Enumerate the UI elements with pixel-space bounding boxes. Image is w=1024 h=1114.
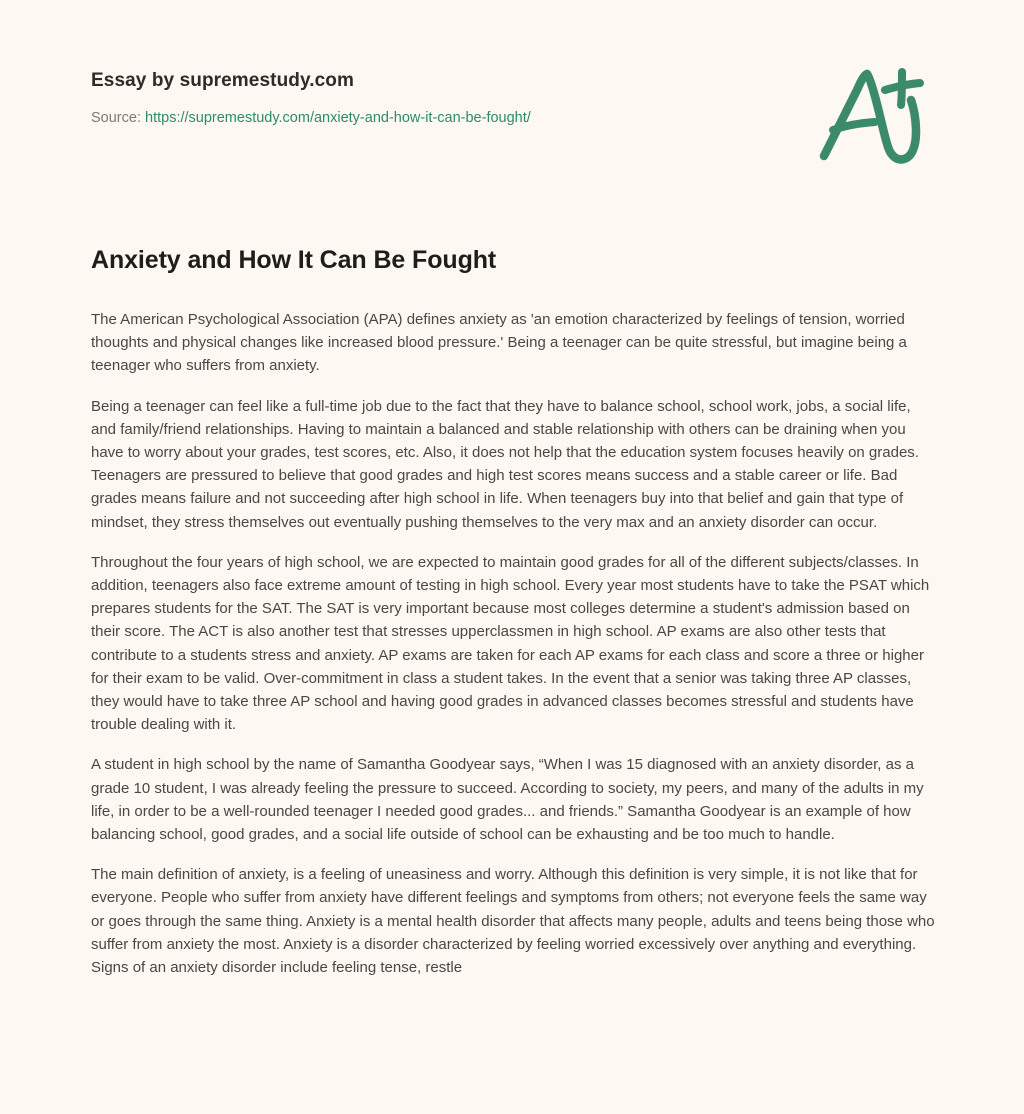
article-body [91, 308, 937, 979]
a-plus-logo [812, 58, 930, 170]
source-line [91, 108, 531, 128]
paragraph: The American Psychological Association (APA) defines anxiety as 'an emotion characterized by feelings of tension, worried thoughts and physical changes like increased blood pressure.' Being a teenager can be quite stressful, but imagine being a teenager who suffers from anxiety. [91, 311, 907, 375]
header-text-block [91, 68, 531, 128]
article [91, 243, 937, 979]
paragraph: A student in high school by the name of Samantha Goodyear says, “When I was 15 diagnosed with an anxiety disorder, as a grade 10 student, I was already feeling the pressure to succeed. According to society, my peers, and many of the adults in my life, in order to be a well-rounded teenager I needed good grades... and friends.” Samantha Goodyear is an example of how balancing school, good grades, and a social life outside of school can be exhausting and be too much to handle. [91, 756, 924, 844]
paragraph: Being a teenager can feel like a full-time job due to the fact that they have to balance school, school work, jobs, a social life, and family/friend relationships. Having to maintain a balanced and stable relationship with others can be draining when you have to worry about your grades, test scores, etc. Also, it does not help that the education system focuses heavily on grades. Teenagers are pressured to believe that good grades and high test scores means success and a stable career or life. Bad grades means failure and not succeeding after high school in life. When teenagers buy into that belief and gain that type of mindset, they stress themselves out eventually pushing themselves to the very max and an anxiety disorder can occur. [91, 397, 919, 531]
a-plus-logo-icon [812, 58, 930, 170]
paragraph: The main definition of anxiety, is a feeling of uneasiness and worry. Although this definition is very simple, it is not like that for everyone. People who suffer from anxiety have different feelings and symptoms from others; not everyone feels the same way or goes through the same thing. Anxiety is a mental health disorder that affects many people, adults and teens being those who suffer from anxiety the most. Anxiety is a disorder characterized by feeling worried excessively over anything and everything. Signs of an anxiety disorder include feeling tense, restle [91, 866, 935, 977]
paragraph: Throughout the four years of high school, we are expected to maintain good grades for all of the different subjects/classes. In addition, teenagers also face extreme amount of testing in high school. Every year most students have to take the PSAT which prepares students for the SAT. The SAT is very important because most colleges determine a student's admission based on their score. The ACT is also another test that stresses upperclassmen in high school. AP exams are also other tests that contribute to a students stress and anxiety. AP exams are taken for each AP exams for each class and score a three or higher for their exam to be valid. Over-commitment in class a student takes. In the event that a senior was taking three AP classes, they would have to take three AP school and having good grades in advanced classes becomes stressful and students have trouble dealing with it. [91, 553, 930, 734]
source-label: Source: [91, 110, 141, 126]
page-header [0, 0, 1024, 190]
byline: Essay by supremestudy.com [91, 70, 354, 91]
page-title: Anxiety and How It Can Be Fought [91, 246, 497, 274]
source-url-link[interactable]: https://supremestudy.com/anxiety-and-how-it-can-be-fought/ [145, 110, 531, 126]
